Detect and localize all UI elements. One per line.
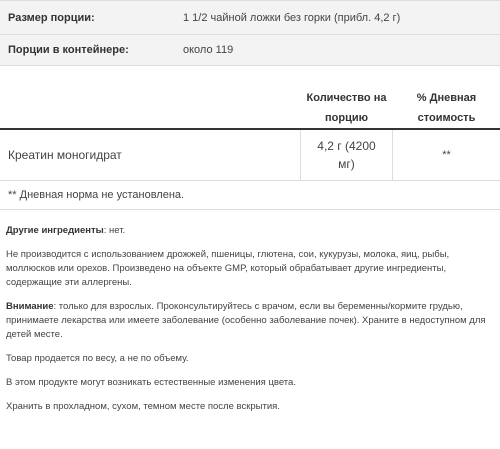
warning — [6, 300, 494, 342]
serving-info-table — [0, 0, 500, 66]
other-ingredients-value: : нет. — [103, 225, 126, 236]
header-amount-line1: Количество на — [306, 92, 387, 104]
header-amount-per-serving — [300, 88, 393, 128]
header-daily-value — [393, 88, 500, 128]
serving-size-value: 1 1/2 чайной ложки без горки (прибл. 4,2 г) — [183, 11, 401, 24]
serving-size-row — [0, 0, 500, 35]
header-spacer — [0, 88, 300, 128]
servings-per-container-label: Порции в контейнере: — [8, 44, 129, 56]
header-daily-value-line2: стоимость — [417, 112, 476, 124]
serving-size-label: Размер порции: — [8, 11, 95, 24]
facts-header-row — [0, 88, 500, 130]
product-notes — [6, 224, 494, 424]
ingredient-daily-value: ** — [442, 149, 451, 161]
color-note: В этом продукте могут возникать естественные изменения цвета. — [6, 377, 296, 388]
table-row — [0, 130, 500, 181]
warning-text: : только для взрослых. Проконсультируйтесь с врачом, если вы беременны/кормите грудью, принимаете лекарства или имеете заболевание (особенно заболевание почек). Храните в недоступном для детей месте. — [6, 301, 486, 340]
ingredient-amount-line2: мг) — [338, 157, 355, 171]
weight-note: Товар продается по весу, а не по объему. — [6, 353, 189, 364]
header-daily-value-line1: % Дневная — [416, 92, 477, 104]
storage-note: Хранить в прохладном, сухом, темном месте после вскрытия. — [6, 401, 280, 412]
servings-per-container-value: около 119 — [183, 44, 234, 56]
ingredient-amount-line1: 4,2 г (4200 — [317, 139, 376, 153]
warning-label: Внимание — [6, 301, 54, 312]
other-ingredients-label: Другие ингредиенты — [6, 225, 104, 236]
nutrition-facts-table — [0, 88, 500, 210]
ingredient-amount — [300, 130, 393, 180]
other-ingredients — [6, 224, 494, 238]
daily-value-footnote: ** Дневная норма не установлена. — [0, 181, 500, 210]
ingredient-name: Креатин моногидрат — [8, 148, 122, 162]
servings-per-container-row — [0, 35, 500, 66]
production-note: Не производится с использованием дрожжей, пшеницы, глютена, сои, кукурузы, молока, яиц, рыбы, моллюсков или орехов. Произведено на объекте GMP, который обрабатывает другие ингредиенты, содержащие эти аллергены. — [6, 249, 450, 288]
header-amount-line2: порцию — [324, 112, 368, 124]
